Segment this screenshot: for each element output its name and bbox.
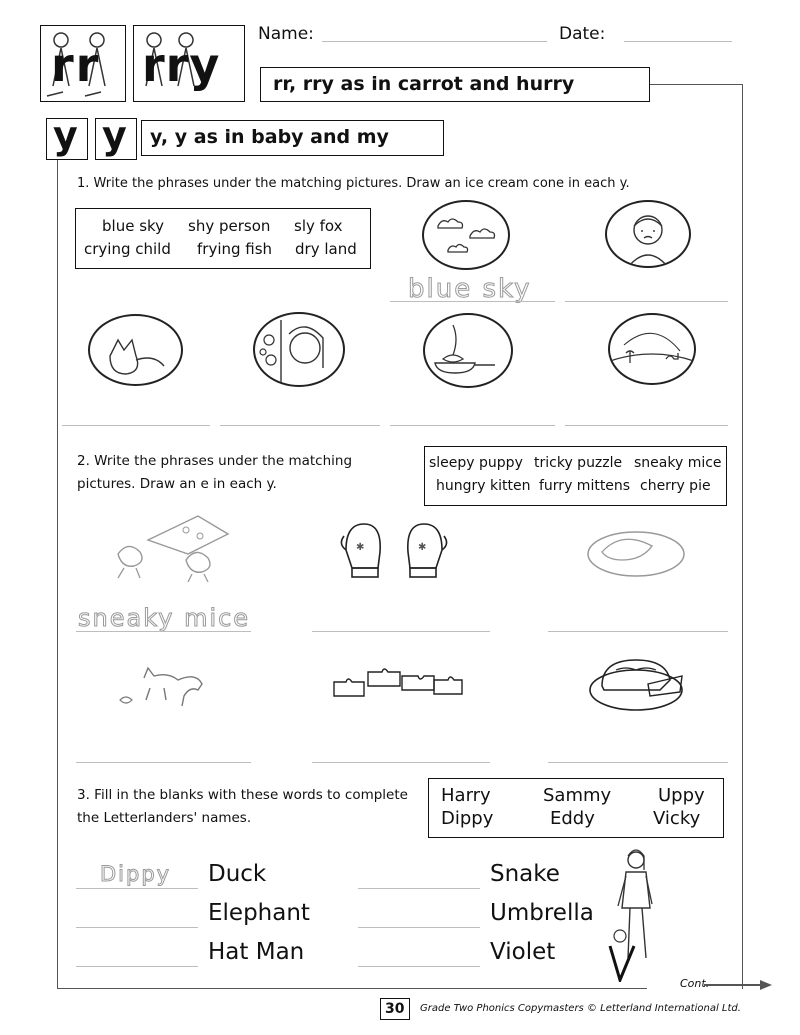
section3-instruction-1: 3. Fill in the blanks with these words to complete bbox=[77, 787, 408, 803]
name-field[interactable] bbox=[322, 41, 547, 42]
title-rr: rr, rry as in carrot and hurry bbox=[273, 73, 575, 95]
tile-rr-letters: rr bbox=[51, 38, 101, 92]
word: cherry pie bbox=[640, 478, 711, 494]
word: Vicky bbox=[653, 808, 701, 829]
picture-desert-land bbox=[608, 313, 696, 385]
word: dry land bbox=[295, 240, 357, 258]
section1-wordbox bbox=[75, 208, 371, 269]
mice-cheese-icon bbox=[108, 510, 236, 582]
name-word: Violet bbox=[490, 939, 556, 965]
frying-fish-icon bbox=[425, 315, 511, 386]
word: Uppy bbox=[658, 785, 705, 806]
svg-text:✱: ✱ bbox=[356, 542, 365, 553]
kitten-icon bbox=[114, 650, 210, 708]
page-number: 30 bbox=[385, 1001, 405, 1017]
answer-line[interactable] bbox=[76, 762, 251, 763]
tile-y-1 bbox=[46, 113, 88, 160]
cherry-pie-icon bbox=[586, 640, 690, 716]
crying-child-icon bbox=[607, 202, 689, 266]
tile-y-1-letter: y bbox=[53, 113, 78, 157]
section1-instruction: 1. Write the phrases under the matching pictures. Draw an ice cream cone in each y. bbox=[77, 176, 630, 191]
answer-line[interactable] bbox=[76, 966, 198, 967]
answer-line[interactable] bbox=[76, 631, 251, 632]
date-label: Date: bbox=[559, 24, 606, 44]
word: Dippy bbox=[441, 808, 494, 829]
title-y: y, y as in baby and my bbox=[150, 126, 389, 148]
mittens-icon bbox=[340, 520, 448, 582]
tile-y-2-letter: y bbox=[102, 113, 127, 157]
section2-instruction-2: pictures. Draw an e in each y. bbox=[77, 476, 277, 492]
shy-person-icon bbox=[255, 314, 343, 385]
section2-instruction-1: 2. Write the phrases under the matching bbox=[77, 453, 353, 469]
page-frame-bottom bbox=[57, 988, 647, 989]
svg-text:✱: ✱ bbox=[418, 542, 427, 553]
word: shy person bbox=[188, 217, 271, 235]
puzzle-icon bbox=[330, 664, 466, 704]
footer-credit: Grade Two Phonics Copymasters © Letterland International Ltd. bbox=[420, 1003, 741, 1014]
picture-crying-child bbox=[605, 200, 691, 268]
word: sly fox bbox=[294, 217, 343, 235]
answer-line[interactable] bbox=[548, 762, 728, 763]
section3-instruction-2: the Letterlanders' names. bbox=[77, 810, 252, 826]
answer-line[interactable] bbox=[358, 927, 480, 928]
tile-rr bbox=[40, 25, 126, 102]
name-word: Duck bbox=[208, 861, 267, 887]
violet-figure-icon bbox=[604, 846, 668, 982]
section2-wordbox bbox=[424, 446, 727, 506]
answer-line[interactable] bbox=[62, 425, 210, 426]
desert-land-icon bbox=[610, 315, 694, 383]
fox-icon bbox=[90, 316, 181, 384]
page-number-box bbox=[380, 998, 410, 1020]
word: blue sky bbox=[102, 217, 165, 235]
answer-line[interactable] bbox=[390, 425, 555, 426]
word: Harry bbox=[441, 785, 491, 806]
answer-line[interactable] bbox=[390, 301, 555, 302]
answer-line[interactable] bbox=[220, 425, 380, 426]
answer-line[interactable] bbox=[358, 966, 480, 967]
date-field[interactable] bbox=[624, 41, 732, 42]
picture-clouds-sky bbox=[422, 200, 510, 270]
picture-fox bbox=[88, 314, 183, 386]
word: hungry kitten bbox=[436, 478, 531, 494]
page-frame-top bbox=[650, 84, 743, 85]
answer-line[interactable] bbox=[358, 888, 480, 889]
section3-wordbox bbox=[428, 778, 724, 838]
page-frame-right bbox=[742, 84, 743, 989]
section3-example-answer: Dippy bbox=[100, 862, 172, 886]
clouds-icon bbox=[424, 202, 508, 268]
title-y-box bbox=[141, 120, 444, 156]
answer-line[interactable] bbox=[76, 888, 198, 889]
word: sneaky mice bbox=[634, 455, 722, 471]
answer-line[interactable] bbox=[565, 425, 728, 426]
answer-line[interactable] bbox=[312, 762, 490, 763]
word: Sammy bbox=[543, 785, 612, 806]
title-rr-box bbox=[260, 67, 650, 102]
sleeping-puppy-icon bbox=[582, 518, 690, 580]
word: tricky puzzle bbox=[534, 455, 623, 471]
word: crying child bbox=[84, 240, 171, 258]
answer-line[interactable] bbox=[76, 927, 198, 928]
cont-label: Cont. bbox=[680, 977, 710, 990]
word: Eddy bbox=[550, 808, 595, 829]
picture-shy-person bbox=[253, 312, 345, 387]
page-frame-left bbox=[57, 158, 58, 988]
tile-rry-letters: rry bbox=[142, 38, 221, 92]
tile-rry bbox=[133, 25, 245, 102]
answer-line[interactable] bbox=[565, 301, 728, 302]
answer-line[interactable] bbox=[312, 631, 490, 632]
name-word: Umbrella bbox=[490, 900, 594, 926]
word: sleepy puppy bbox=[429, 455, 523, 471]
picture-frying-fish bbox=[423, 313, 513, 388]
name-word: Hat Man bbox=[208, 939, 305, 965]
tile-y-2 bbox=[95, 113, 137, 160]
word: frying fish bbox=[197, 240, 273, 258]
arrow-right-icon bbox=[704, 979, 774, 991]
word: furry mittens bbox=[539, 478, 631, 494]
name-word: Snake bbox=[490, 861, 560, 887]
section1-example-answer: blue sky bbox=[408, 274, 532, 304]
name-word: Elephant bbox=[208, 900, 310, 926]
answer-line[interactable] bbox=[548, 631, 728, 632]
section2-example-answer: sneaky mice bbox=[78, 604, 251, 632]
name-label: Name: bbox=[258, 24, 314, 44]
